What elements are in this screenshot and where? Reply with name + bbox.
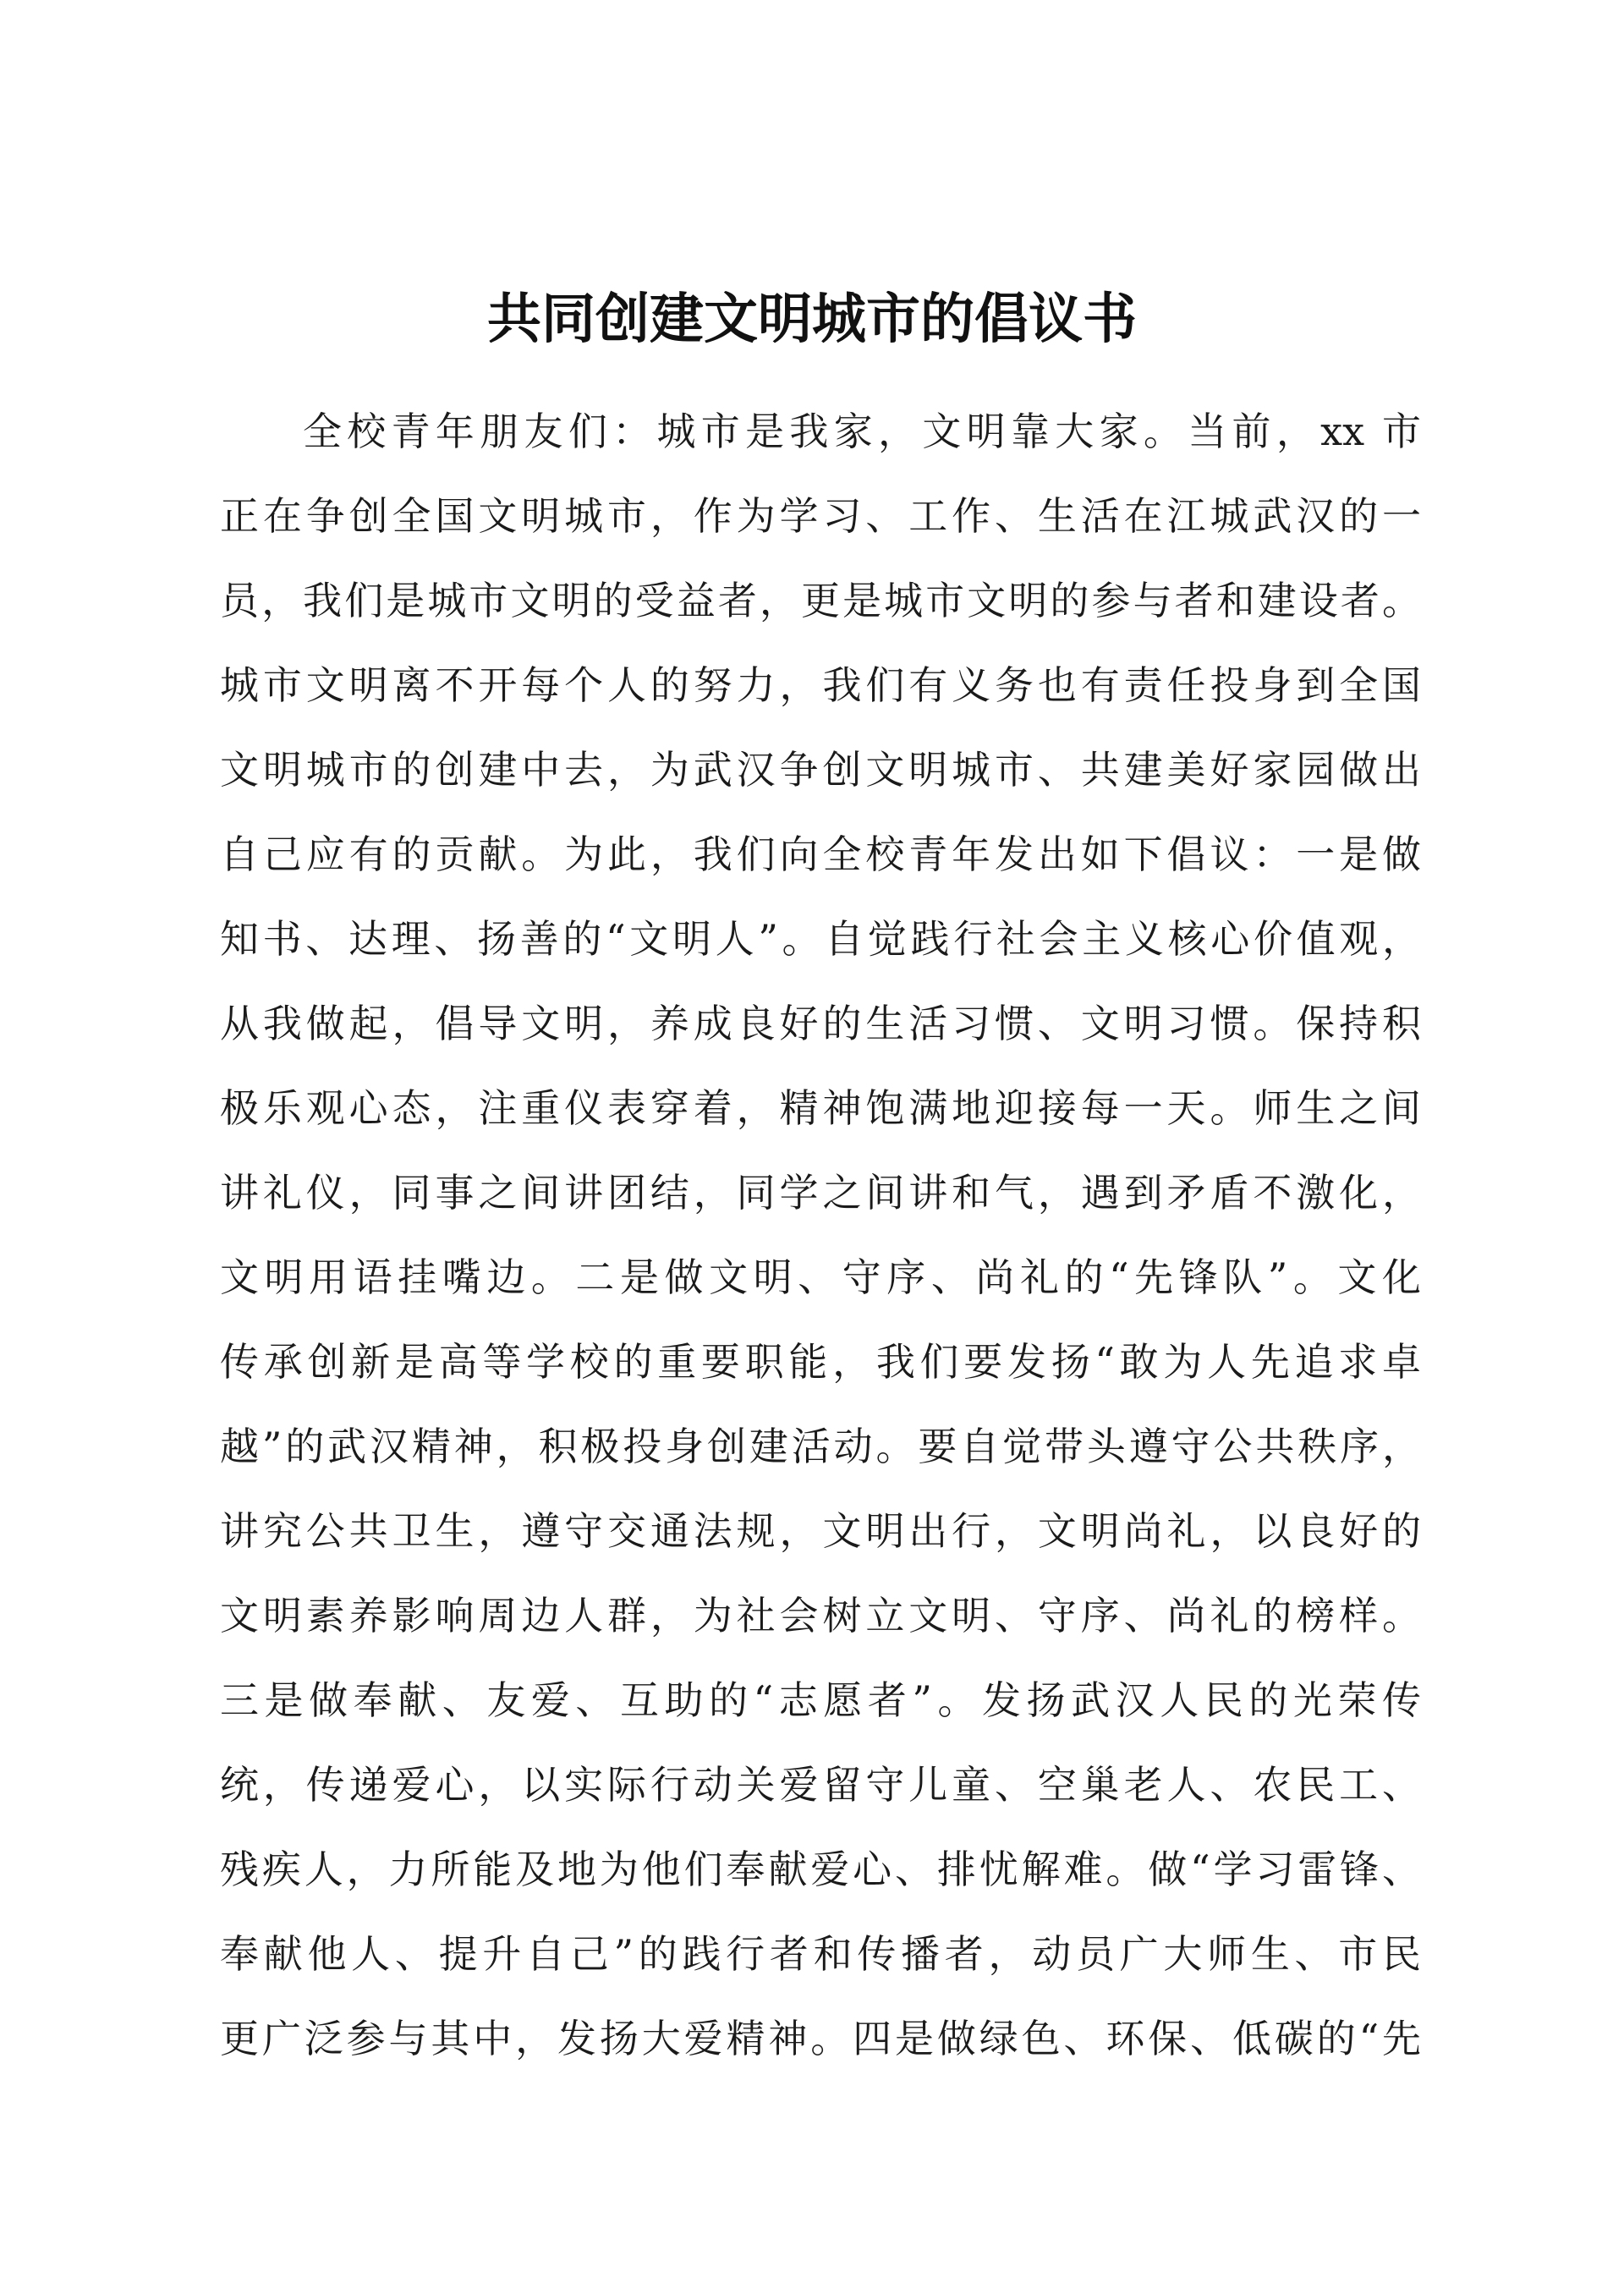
- body-line: 文明用语挂嘴边。二是做文明、守序、尚礼的“先锋队”。文化: [220, 1254, 1421, 1300]
- body-line: 传承创新是高等学校的重要职能，我们要发扬“敢为人先追求卓: [220, 1339, 1421, 1385]
- body-line: 越”的武汉精神，积极投身创建活动。要自觉带头遵守公共秩序，: [220, 1424, 1421, 1469]
- body-line: 极乐观心态，注重仪表穿着，精神饱满地迎接每一天。师生之间: [220, 1085, 1421, 1131]
- body-line: 统，传递爱心，以实际行动关爱留守儿童、空巢老人、农民工、: [220, 1762, 1421, 1808]
- body-line: 更广泛参与其中，发扬大爱精神。四是做绿色、环保、低碳的“先: [220, 2016, 1421, 2061]
- body-line: 正在争创全国文明城市，作为学习、工作、生活在江城武汉的一: [220, 493, 1421, 539]
- body-line: 全校青年朋友们：城市是我家，文明靠大家。当前，xx 市: [303, 409, 1421, 454]
- body-line: 文明素养影响周边人群，为社会树立文明、守序、尚礼的榜样。: [220, 1593, 1421, 1638]
- body-line: 文明城市的创建中去，为武汉争创文明城市、共建美好家园做出: [220, 747, 1421, 793]
- body-line: 城市文明离不开每个人的努力，我们有义务也有责任投身到全国: [220, 662, 1421, 708]
- document-body: [220, 389, 1421, 2081]
- body-line: 员，我们是城市文明的受益者，更是城市文明的参与者和建设者。: [220, 578, 1421, 623]
- body-line: 讲礼仪，同事之间讲团结，同学之间讲和气，遇到矛盾不激化，: [220, 1170, 1421, 1216]
- body-line: 知书、达理、扬善的“文明人”。自觉践行社会主义核心价值观，: [220, 916, 1421, 962]
- body-line: 奉献他人、提升自己”的践行者和传播者，动员广大师生、市民: [220, 1931, 1421, 1977]
- body-line: 三是做奉献、友爱、互助的“志愿者”。发扬武汉人民的光荣传: [220, 1677, 1421, 1723]
- body-line: 残疾人，力所能及地为他们奉献爱心、排忧解难。做“学习雷锋、: [220, 1847, 1421, 1892]
- body-line: 从我做起，倡导文明，养成良好的生活习惯、文明习惯。保持积: [220, 1001, 1421, 1046]
- body-line: 自己应有的贡献。为此，我们向全校青年发出如下倡议：一是做: [220, 831, 1421, 877]
- body-line: 讲究公共卫生，遵守交通法规，文明出行，文明尚礼，以良好的: [220, 1508, 1421, 1554]
- document-title: 共同创建文明城市的倡议书: [487, 288, 1137, 351]
